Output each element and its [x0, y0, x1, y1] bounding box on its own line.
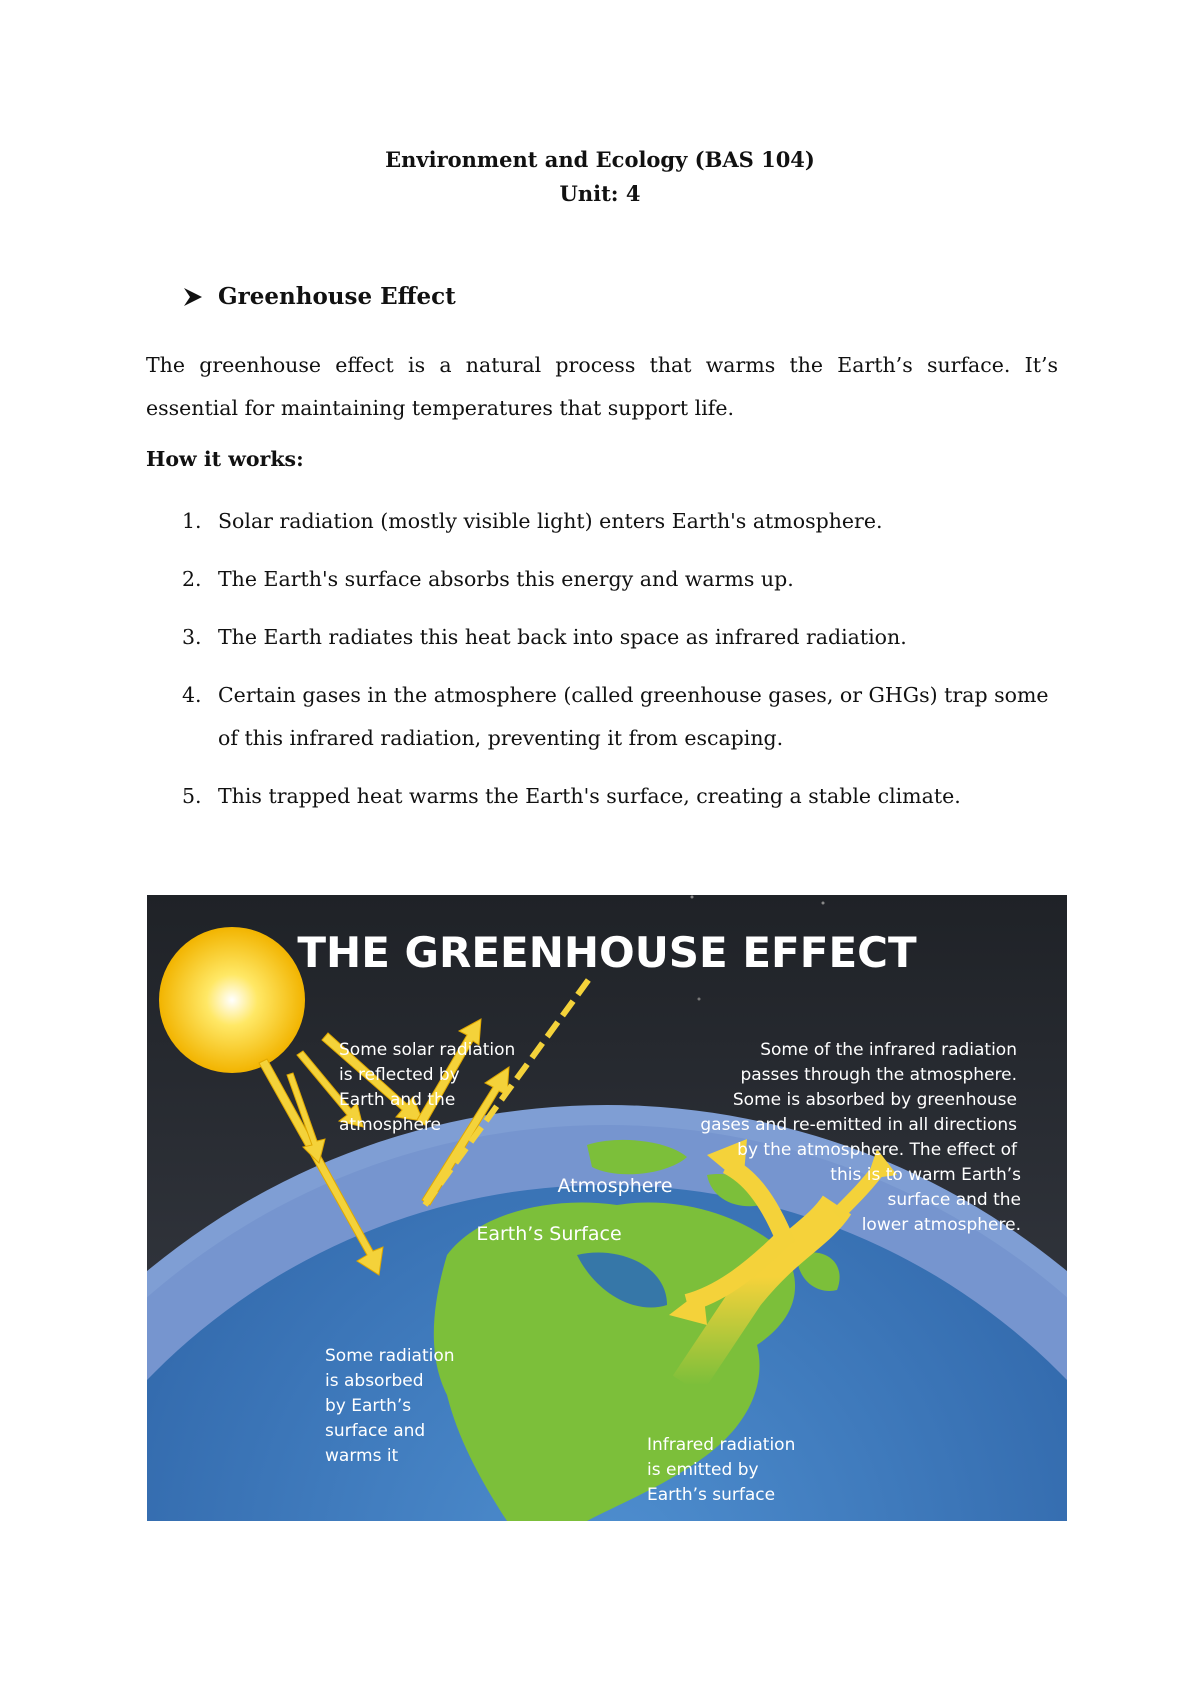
list-item: 5. This trapped heat warms the Earth's surface, creating a stable climate. [182, 784, 961, 808]
svg-text:gases and re-emitted in all di: gases and re-emitted in all directions [700, 1115, 1017, 1135]
course-title: Environment and Ecology (BAS 104) [385, 147, 815, 172]
svg-text:Some solar radiation: Some solar radiation [339, 1040, 516, 1060]
svg-text:is absorbed: is absorbed [325, 1371, 424, 1391]
diagram-title: THE GREENHOUSE EFFECT [297, 928, 917, 977]
svg-text:passes through the atmosphere.: passes through the atmosphere. [740, 1065, 1017, 1085]
sun-icon [159, 927, 305, 1073]
svg-text:Infrared radiation: Infrared radiation [647, 1435, 796, 1455]
arrow-bullet-icon [182, 286, 204, 308]
svg-text:Some of the infrared radiatio: Some of the infrared radiation [760, 1040, 1017, 1060]
svg-text:surface and: surface and [325, 1421, 426, 1441]
greenhouse-diagram [147, 895, 1067, 1521]
svg-text:by Earth’s: by Earth’s [325, 1396, 412, 1416]
how-it-works-heading: How it works: [146, 447, 304, 471]
svg-text:Some radiation: Some radiation [325, 1346, 455, 1366]
section-heading-text: Greenhouse Effect [218, 283, 456, 310]
list-item: 4. Certain gases in the atmosphere (called greenhouse gases, or GHGs) trap some of this infrared radiation, preventing it from escaping. [182, 683, 1049, 750]
svg-text:Earth and the: Earth and the [339, 1090, 456, 1110]
svg-text:by the atmosphere. The effect: by the atmosphere. The effect of [737, 1140, 1017, 1160]
atmosphere-label: Atmosphere [557, 1175, 673, 1197]
intro-paragraph: The greenhouse effect is a natural process that warms the Earth’s surface. It’s essential for maintaining temperatures that support life. [146, 353, 1058, 420]
svg-text:lower atmosphere.: lower atmosphere. [861, 1215, 1021, 1235]
svg-text:this is to warm Earth’s: this is to warm Earth’s [830, 1165, 1021, 1185]
unit-label: Unit: 4 [559, 181, 641, 206]
section-heading [182, 283, 456, 310]
svg-text:is emitted by: is emitted by [647, 1460, 759, 1480]
svg-text:atmosphere: atmosphere [339, 1115, 441, 1135]
list-item: 1. Solar radiation (mostly visible light) enters Earth's atmosphere. [182, 509, 883, 533]
svg-text:warms it: warms it [325, 1446, 399, 1466]
svg-text:surface and the: surface and the [887, 1190, 1021, 1210]
list-item: 2. The Earth's surface absorbs this energy and warms up. [182, 567, 794, 591]
svg-text:is reflected by: is reflected by [339, 1065, 460, 1085]
greenhouse-diagram-svg [147, 895, 1067, 1521]
svg-text:Earth’s surface: Earth’s surface [647, 1485, 776, 1505]
earth-surface-label: Earth’s Surface [476, 1223, 622, 1245]
document-header [0, 143, 1200, 211]
steps-list [146, 500, 1058, 833]
list-item: 3. The Earth radiates this heat back into space as infrared radiation. [182, 625, 907, 649]
svg-text:Some is absorbed by greenhouse: Some is absorbed by greenhouse [732, 1090, 1017, 1110]
